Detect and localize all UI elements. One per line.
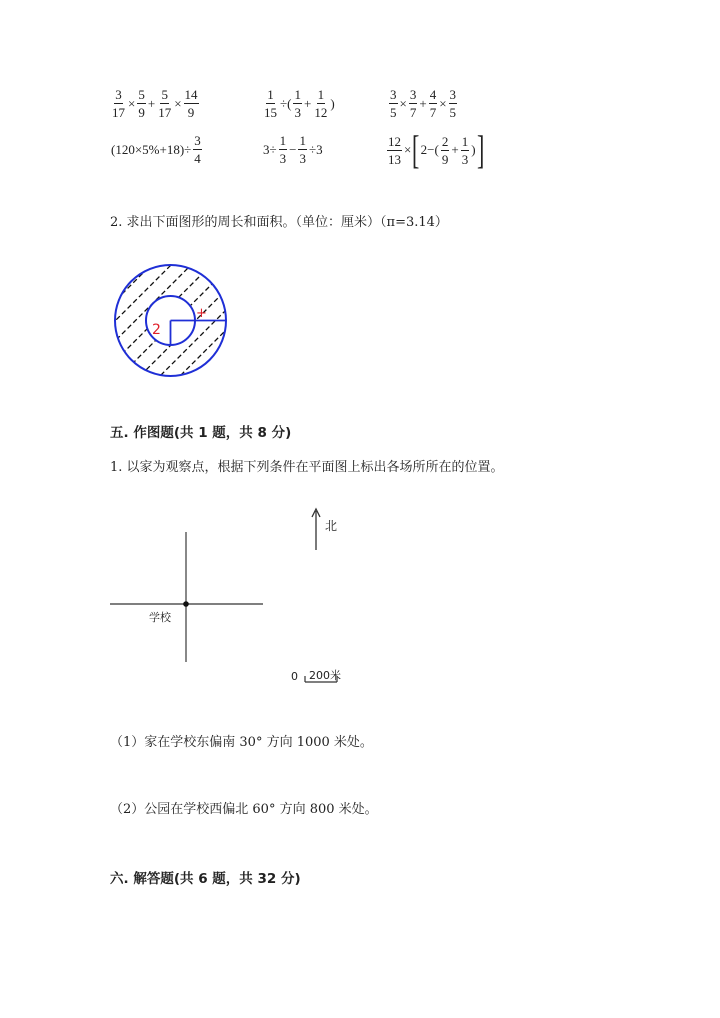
inner-radius-label: 2 — [152, 322, 161, 338]
section-5-heading: 五. 作图题(共 1 题，共 8 分) — [110, 425, 292, 441]
expression-2: $\frac{1}{15}$ ÷( $\frac{1}{3}$ + $\frac{1}{12}$ ) — [264, 87, 335, 120]
sub-question-2: （2）公园在学校西偏北 60° 方向 800 米处。 — [110, 802, 378, 817]
expression-6: $\frac{12}{13}$ ×[2−( $\frac{2}{9}$ + $\frac{1}{3}$ )] — [388, 127, 484, 172]
expression-3: $\frac{3}{5}$ × $\frac{3}{7}$ + $\frac{4}{7}$ × $\frac{3}{5}$ — [390, 87, 457, 120]
school-label: 学校 — [149, 611, 171, 624]
north-arrow-icon — [312, 509, 320, 550]
expression-5: 3÷ $\frac{1}{3}$ − $\frac{1}{3}$ ÷3 — [263, 133, 323, 166]
question-2-text: 2. 求出下面图形的周长和面积。（单位：厘米）（π=3.14） — [110, 215, 448, 230]
north-label: 北 — [325, 519, 338, 533]
sub-question-1: （1）家在学校东偏南 30° 方向 1000 米处。 — [110, 735, 373, 750]
position-map — [105, 500, 355, 695]
outer-radius-mark: + — [196, 306, 207, 321]
expression-4: (120×5%+18)÷ $\frac{3}{4}$ — [111, 133, 201, 166]
expression-1: $\frac{3}{17}$ × $\frac{5}{9}$ + $\frac{5}{17}$ × $\frac{14}{9}$ — [112, 87, 198, 120]
section-5-question-1: 1. 以家为观察点，根据下列条件在平面图上标出各场所所在的位置。 — [110, 460, 504, 475]
section-6-heading: 六. 解答题(共 6 题，共 32 分) — [110, 871, 301, 887]
scale-zero-label: 0 — [291, 670, 298, 683]
annulus-figure — [108, 258, 233, 383]
scale-label: 200米 — [309, 669, 341, 682]
school-point — [183, 601, 189, 607]
